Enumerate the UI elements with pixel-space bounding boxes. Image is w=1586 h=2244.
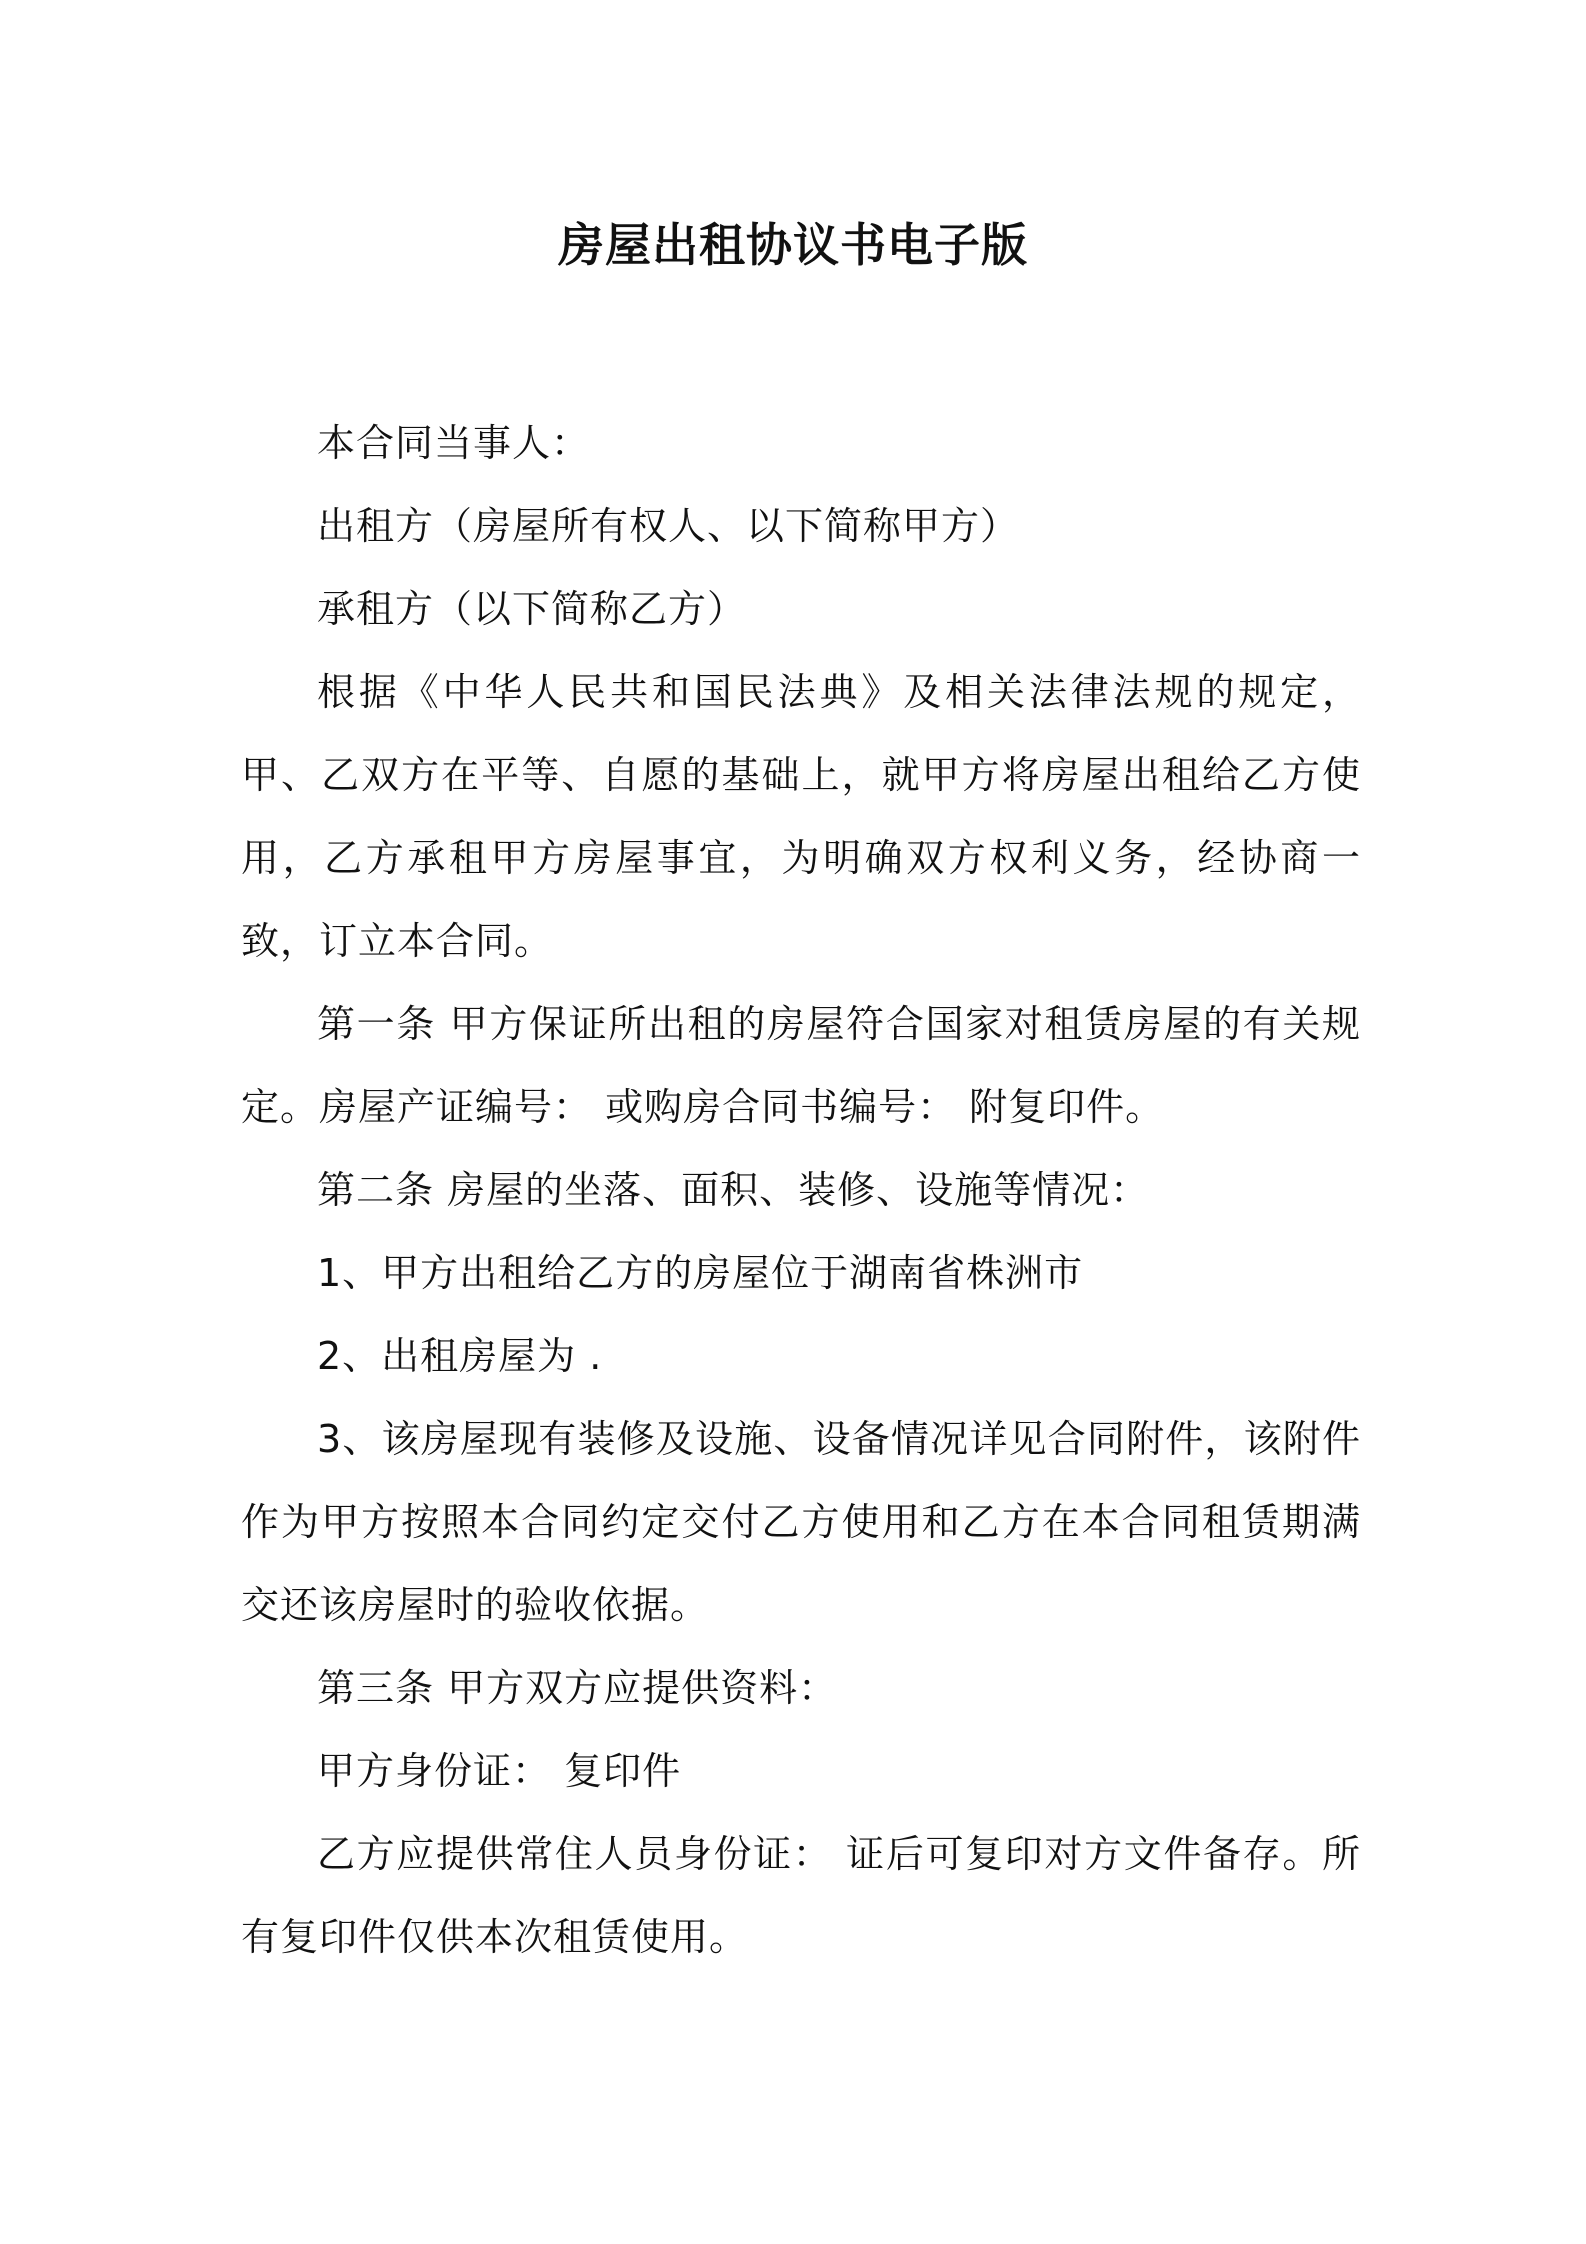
parties-heading: 本合同当事人：: [317, 421, 591, 465]
article-2-heading: 第二条 房屋的坐落、面积、装修、设施等情况：: [317, 1168, 1150, 1212]
party-b-id-paragraph: 乙方应提供常住人员身份证： 证后可复印对方文件备存。所有复印件仅供本次租赁使用。: [241, 1832, 1361, 1959]
lessor-line: 出租方（房屋所有权人、以下简称甲方）: [317, 504, 1020, 548]
article-2-item-1: 1、甲方出租给乙方的房屋位于湖南省株洲市: [317, 1251, 1084, 1295]
document-body: [241, 402, 1361, 1979]
article-2-item-2: 2、出租房屋为 .: [317, 1334, 603, 1378]
preamble-paragraph: 根据《中华人民共和国民法典》及相关法律法规的规定，甲、乙双方在平等、自愿的基础上，就甲方将房屋出租给乙方使用，乙方承租甲方房屋事宜，为明确双方权利义务，经协商一致，订立本合同。: [241, 670, 1361, 963]
article-3-heading: 第三条 甲方双方应提供资料：: [317, 1666, 838, 1710]
article-1-paragraph: 第一条 甲方保证所出租的房屋符合国家对租赁房屋的有关规定。房屋产证编号： 或购房合同书编号： 附复印件。: [241, 1002, 1361, 1129]
article-2-item-3: 3、该房屋现有装修及设施、设备情况详见合同附件，该附件作为甲方按照本合同约定交付乙方使用和乙方在本合同租赁期满交还该房屋时的验收依据。: [241, 1417, 1361, 1627]
party-a-id-line: 甲方身份证： 复印件: [317, 1749, 682, 1793]
lessee-line: 承租方（以下简称乙方）: [317, 587, 747, 631]
document-title: 房屋出租协议书电子版: [558, 218, 1028, 272]
